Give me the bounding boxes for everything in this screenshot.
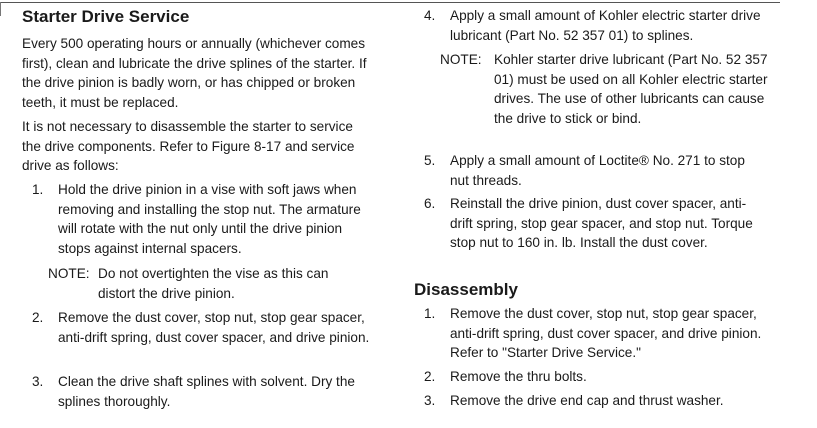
note-lubricant: [440, 50, 770, 128]
step-number: 5.: [424, 153, 436, 168]
section-heading-starter-drive-service: Starter Drive Service: [22, 7, 190, 26]
step-number: 2.: [32, 310, 44, 325]
step-number: 6.: [424, 196, 436, 211]
instruction-paragraph: It is not necessary to disassemble the starter to service the drive components. Refer to Figure 8-17 and service drive as follows:: [22, 119, 355, 174]
step-number: 3.: [32, 374, 44, 389]
step-text: Reinstall the drive pinion, dust cover spacer, anti-drift spring, stop gear spacer, and stop nut. Torque stop nut to 160 in. lb. Install the dust cover.: [450, 196, 753, 251]
step-text: Apply a small amount of Loctite® No. 271 to stop nut threads.: [450, 153, 745, 188]
note-label: NOTE:: [440, 52, 482, 67]
disassembly-step-1: [424, 304, 768, 363]
step-text: Clean the drive shaft splines with solvent. Dry the splines thoroughly.: [58, 374, 355, 409]
step-number: 2.: [424, 369, 436, 384]
step-6: [424, 194, 768, 253]
step-text: Apply a small amount of Kohler electric starter drive lubricant (Part No. 52 357 01) to splines.: [450, 8, 761, 43]
step-1: [32, 180, 378, 258]
step-5: [424, 151, 764, 190]
note-label: NOTE:: [48, 266, 90, 281]
step-text: Remove the dust cover, stop nut, stop gear spacer, anti-drift spring, dust cover spacer, and drive pinion. Refer to "Starter Drive Service.": [450, 306, 762, 361]
left-border-line: [0, 2, 1, 16]
note-text: Do not overtighten the vise as this can distort the drive pinion.: [98, 266, 329, 301]
step-number: 1.: [32, 182, 44, 197]
disassembly-step-3: [424, 391, 768, 411]
note-text: Kohler starter drive lubricant (Part No. 52 357 01) must be used on all Kohler electric starter drives. The use of other lubricants can cause the drive to stick or bind.: [494, 52, 768, 126]
step-2: [32, 308, 374, 347]
step-text: Remove the thru bolts.: [450, 369, 587, 384]
note-vise: [48, 264, 360, 303]
step-number: 1.: [424, 306, 436, 321]
step-number: 3.: [424, 393, 436, 408]
step-3: [32, 372, 382, 411]
section-heading-disassembly: Disassembly: [414, 280, 518, 299]
disassembly-step-2: [424, 367, 768, 387]
step-text: Hold the drive pinion in a vise with soft jaws when removing and installing the stop nut. The armature will rotate with the nut only until the drive pinion stops against internal spacers.: [58, 182, 361, 256]
step-text: Remove the dust cover, stop nut, stop gear spacer, anti-drift spring, dust cover spacer, and drive pinion.: [58, 310, 370, 345]
step-number: 4.: [424, 8, 436, 23]
intro-paragraph: Every 500 operating hours or annually (whichever comes first), clean and lubricate the drive splines of the starter. If the drive pinion is badly worn, or has chipped or broken teeth, it must be replaced.: [22, 36, 367, 110]
top-border-line: [0, 2, 780, 3]
step-text: Remove the drive end cap and thrust washer.: [450, 393, 724, 408]
step-4: [424, 6, 764, 45]
